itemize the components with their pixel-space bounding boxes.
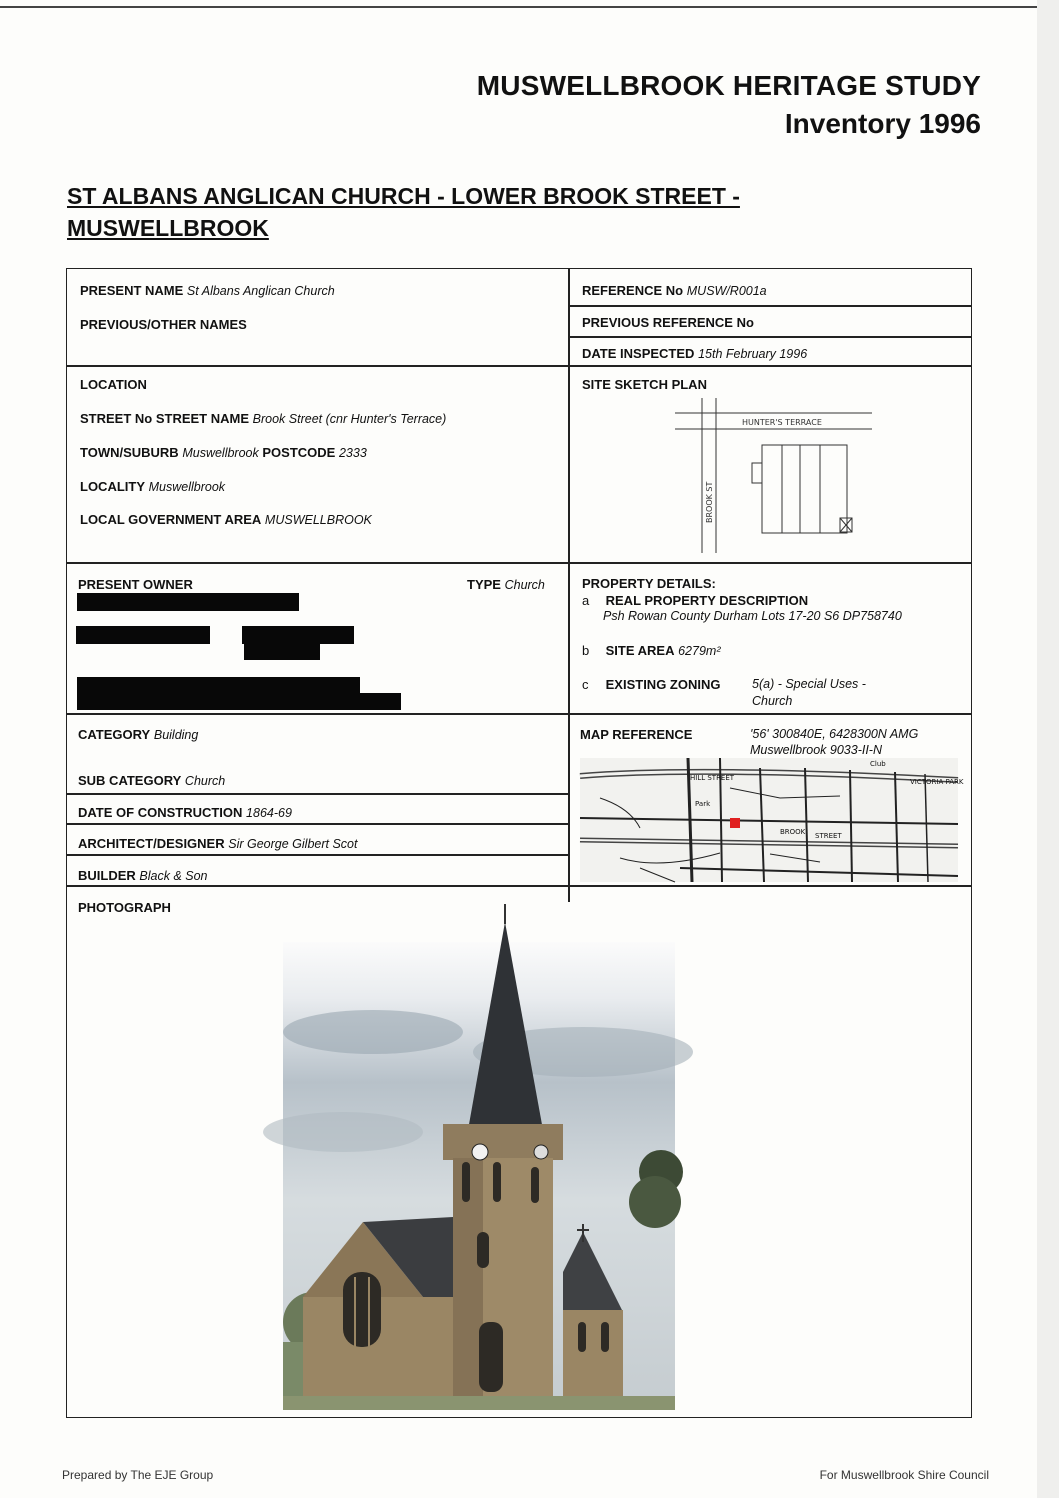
date-construction-value: 1864-69: [246, 806, 292, 820]
row-divider-date: [66, 823, 569, 825]
builder-row: [78, 868, 208, 883]
map-label-club: Club: [870, 760, 886, 768]
row-divider-right-1: [568, 305, 972, 307]
redaction-block: [242, 626, 354, 644]
redaction-block: [77, 593, 299, 611]
architect-value: Sir George Gilbert Scot: [228, 837, 358, 851]
reference-value: MUSW/R001a: [686, 284, 767, 298]
town-value: Muswellbrook: [182, 446, 259, 460]
lga-value: MUSWELLBROOK: [264, 513, 372, 527]
redaction-block: [77, 693, 401, 710]
present-name-label: PRESENT NAME: [80, 283, 184, 298]
type-label: TYPE: [467, 577, 501, 592]
rpd-letter: a: [582, 593, 590, 608]
study-title: MUSWELLBROOK HERITAGE STUDY: [476, 70, 981, 101]
present-name-value: St Albans Anglican Church: [186, 284, 335, 298]
type-value: Church: [504, 578, 545, 592]
map-reference-value-1: '56' 300840E, 6428300N AMG: [750, 727, 919, 741]
locality-label: LOCALITY: [80, 479, 145, 494]
location-label: LOCATION: [80, 377, 147, 392]
town-row: [80, 445, 367, 460]
inventory-year: Inventory 1996: [784, 108, 981, 139]
item-title: ST ALBANS ANGLICAN CHURCH - LOWER BROOK STREET - MUSWELLBROOK: [67, 183, 740, 241]
subcategory-label: SUB CATEGORY: [78, 773, 182, 788]
zoning-label: EXISTING ZONING: [605, 677, 721, 692]
previous-names-label: PREVIOUS/OTHER NAMES: [80, 317, 247, 332]
photograph-label: PHOTOGRAPH: [78, 900, 171, 915]
map-label-hill-street: HILL STREET: [690, 774, 735, 782]
footer-council: For Muswellbrook Shire Council: [819, 1468, 989, 1482]
town-label: TOWN/SUBURB: [80, 445, 179, 460]
site-area-label: SITE AREA: [605, 643, 675, 658]
map-reference-value-2: Muswellbrook 9033-II-N: [750, 743, 882, 757]
builder-value: Black & Son: [139, 869, 208, 883]
map-label-street: STREET: [815, 832, 842, 840]
present-name-row: [80, 283, 335, 298]
date-construction-row: [78, 805, 292, 820]
page-edge-shadow: [1037, 0, 1059, 1498]
date-inspected-row: [582, 346, 807, 361]
street-value: Brook Street (cnr Hunter's Terrace): [252, 412, 447, 426]
map-label-victoria-park: VICTORIA PARK: [910, 778, 964, 786]
subcategory-row: [78, 773, 225, 788]
redaction-block: [76, 626, 210, 644]
map-label-park: Park: [695, 800, 711, 808]
row-divider-architect: [66, 854, 569, 856]
postcode-label: POSTCODE: [262, 445, 336, 460]
top-border-line: [0, 6, 1040, 8]
church-photograph: [283, 902, 675, 1410]
rpd-label: REAL PROPERTY DESCRIPTION: [605, 593, 809, 608]
architect-row: [78, 836, 357, 851]
redaction-block: [77, 677, 360, 694]
row-divider-category: [66, 713, 972, 715]
row-divider-location: [66, 365, 972, 367]
site-area-letter: b: [582, 643, 590, 658]
rpd-row: [582, 593, 808, 608]
date-inspected-label: DATE INSPECTED: [582, 346, 695, 361]
prev-reference-label: PREVIOUS REFERENCE No: [582, 315, 754, 330]
street-label: STREET No STREET NAME: [80, 411, 250, 426]
footer-prepared-by: Prepared by The EJE Group: [62, 1468, 214, 1482]
sketch-street-side: BROOK ST: [705, 481, 714, 523]
date-inspected-value: 15th February 1996: [698, 347, 808, 361]
row-divider-owner: [66, 562, 972, 564]
zoning-value-2: Church: [752, 694, 793, 708]
sketch-street-top: HUNTER'S TERRACE: [742, 418, 822, 427]
map-reference-label: MAP REFERENCE: [580, 727, 693, 742]
site-sketch-plan: [672, 393, 872, 558]
reference-row: [582, 283, 767, 298]
postcode-value: 2333: [338, 446, 367, 460]
reference-label: REFERENCE No: [582, 283, 684, 298]
property-details-label: PROPERTY DETAILS:: [582, 576, 716, 591]
street-row: [80, 411, 446, 426]
locality-value: Muswellbrook: [148, 480, 226, 494]
zoning-letter: c: [582, 677, 589, 692]
architect-label: ARCHITECT/DESIGNER: [78, 836, 225, 851]
row-divider-subcat: [66, 793, 569, 795]
row-divider-right-2: [568, 336, 972, 338]
row-divider-photograph: [66, 885, 972, 887]
site-sketch-label: SITE SKETCH PLAN: [582, 377, 707, 392]
date-construction-label: DATE OF CONSTRUCTION: [78, 805, 243, 820]
rpd-value: Psh Rowan County Durham Lots 17-20 S6 DP758740: [603, 609, 902, 623]
builder-label: BUILDER: [78, 868, 136, 883]
subcategory-value: Church: [184, 774, 226, 788]
redaction-block: [244, 644, 320, 660]
category-label: CATEGORY: [78, 727, 151, 742]
location-map: [580, 758, 964, 882]
category-row: [78, 727, 198, 742]
type-row: [467, 577, 545, 592]
site-area-value: 6279m²: [678, 644, 721, 658]
present-owner-label: PRESENT OWNER: [78, 577, 193, 592]
zoning-row: [582, 677, 720, 692]
zoning-value-1: 5(a) - Special Uses -: [752, 677, 866, 691]
lga-row: [80, 512, 372, 527]
locality-row: [80, 479, 225, 494]
category-value: Building: [153, 728, 199, 742]
site-area-row: [582, 643, 721, 658]
lga-label: LOCAL GOVERNMENT AREA: [80, 512, 262, 527]
map-label-brook: BROOK: [780, 828, 806, 836]
column-divider-top: [568, 268, 570, 906]
